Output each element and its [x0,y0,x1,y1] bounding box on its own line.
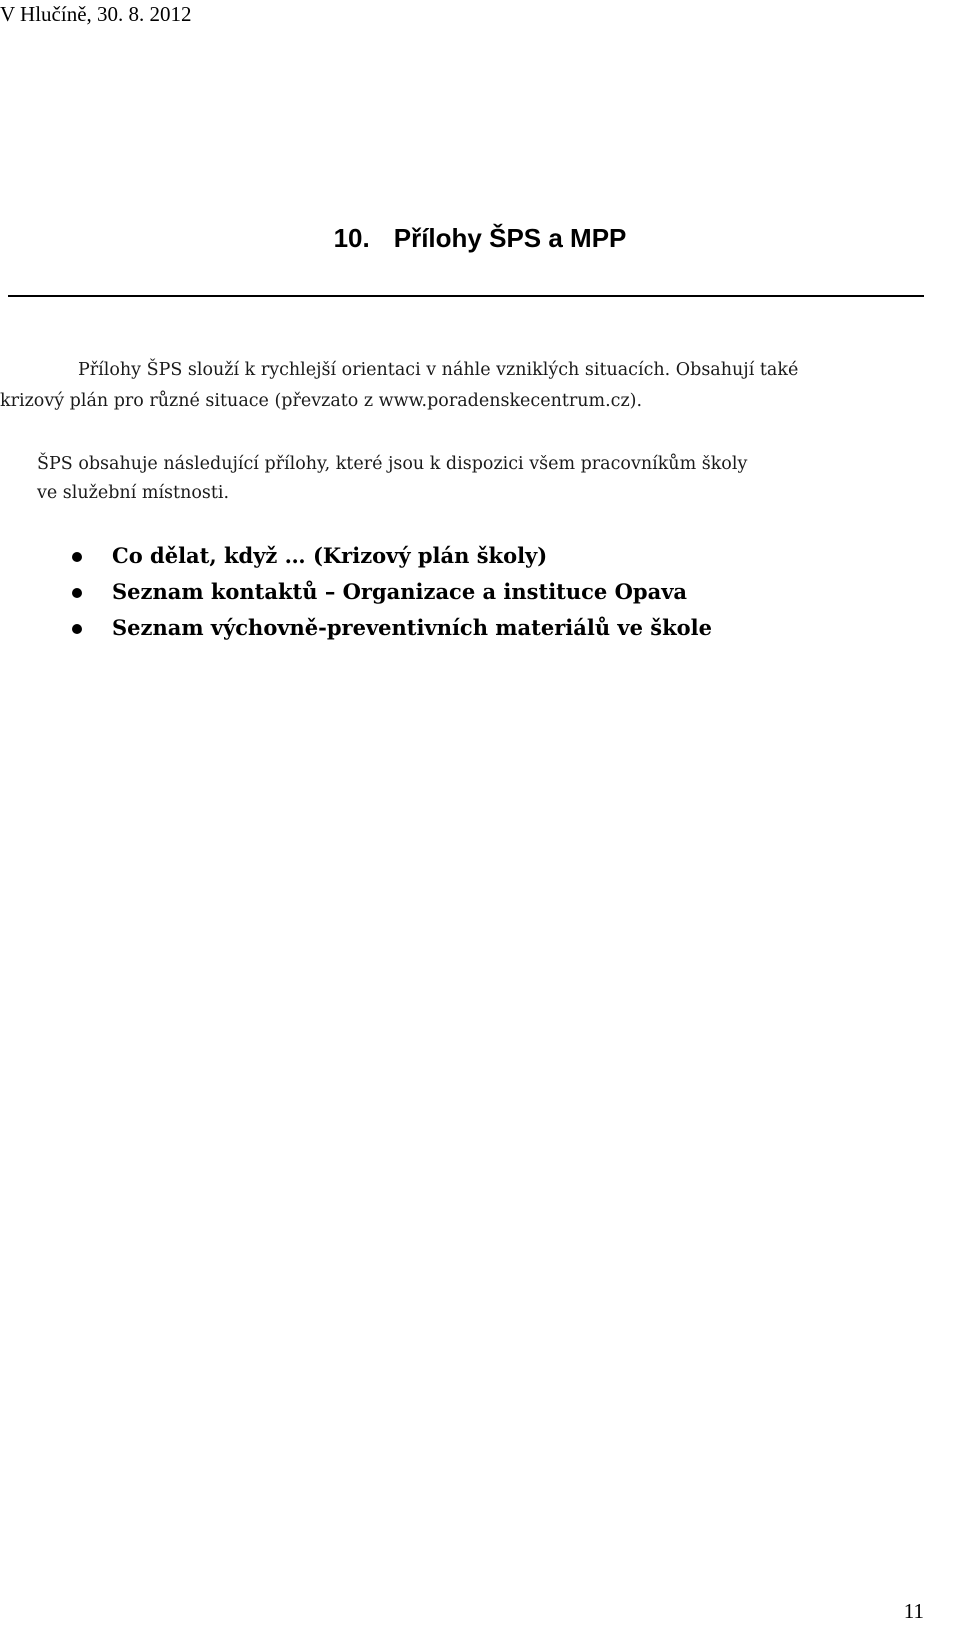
attachments-paragraph-line-1: ŠPS obsahuje následující přílohy, které jsou k dispozici všem pracovníkům školy [37,454,748,474]
intro-paragraph-line-1: Přílohy ŠPS slouží k rychlejší orientaci v náhle vzniklých situacích. Obsahují také [78,360,799,380]
heading-divider [8,295,924,297]
section-title: Přílohy ŠPS a MPP [393,223,627,253]
list-item-text: Co dělat, když … (Krizový plán školy) [112,543,548,568]
list-item-text: Seznam výchovně-preventivních materiálů ve škole [112,615,712,640]
section-heading [0,222,960,254]
bullet-icon [72,588,82,598]
section-number: 10. [333,223,370,253]
bullet-icon [72,552,82,562]
attachments-paragraph-line-2: ve služební místnosti. [37,483,230,503]
document-date-header: V Hlučíně, 30. 8. 2012 [0,2,192,26]
page-number: 11 [903,1599,924,1623]
intro-paragraph-line-2: krizový plán pro různé situace (převzato z www.poradenskecentrum.cz). [0,391,643,411]
bullet-icon [72,624,82,634]
list-item-text: Seznam kontaktů – Organizace a instituce Opava [112,579,687,604]
